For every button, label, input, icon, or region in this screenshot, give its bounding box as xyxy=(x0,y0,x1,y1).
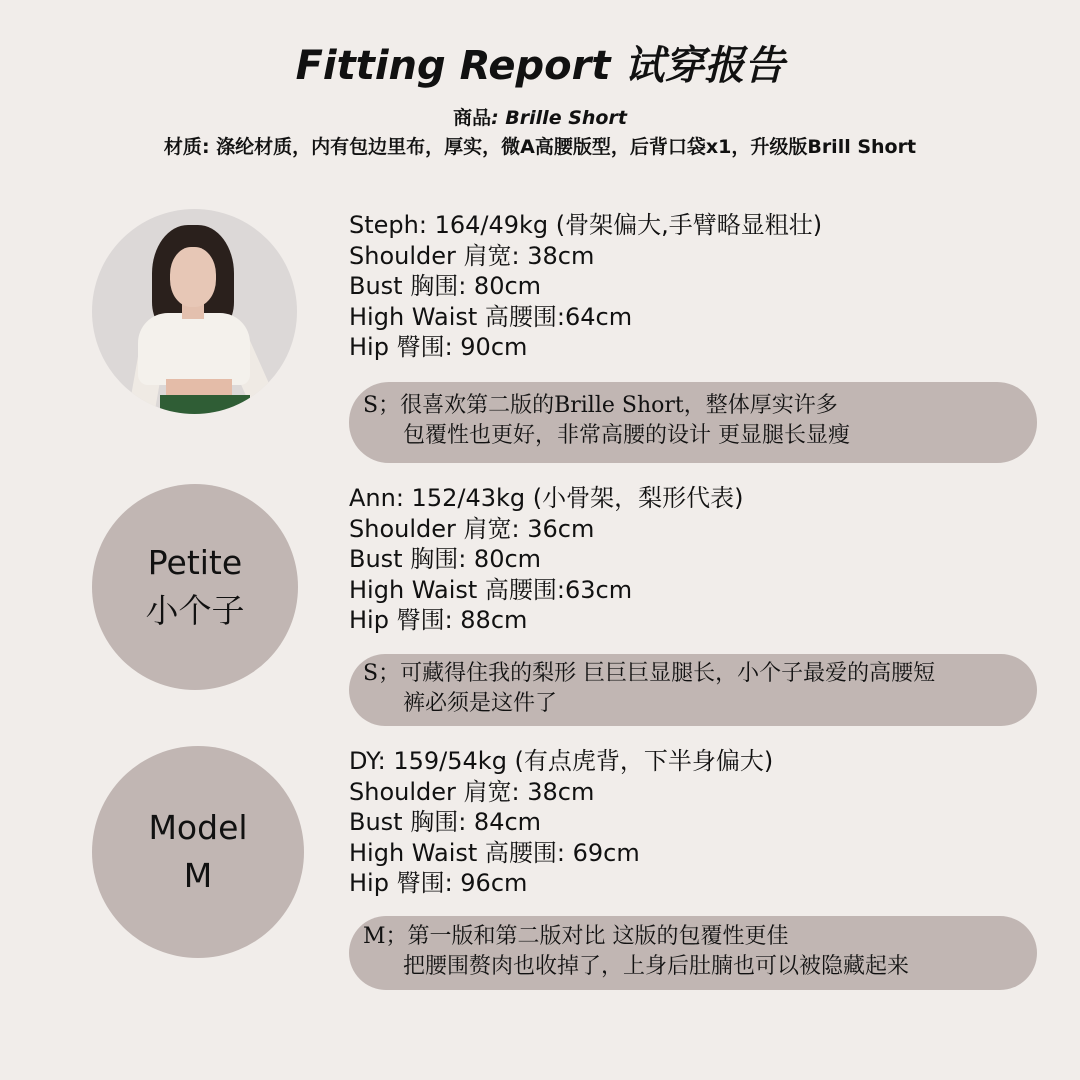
photo-face-shape xyxy=(170,247,216,307)
model-info-steph xyxy=(349,210,822,363)
comment-bubble-dy xyxy=(349,916,1037,990)
material-line xyxy=(0,133,1080,162)
high-waist-line: High Waist 高腰围:64cm xyxy=(349,302,633,331)
bust-line: Bust 胸围: 80cm xyxy=(349,545,542,573)
material-text: : 涤纶材质，内有包边里布，厚实，微A高腰版型，后背口袋x1，升级版Brill Short xyxy=(201,136,917,158)
product-name: : Brille Short xyxy=(491,107,627,129)
bust-line: Bust 胸围: 80cm xyxy=(349,272,542,300)
shoulder-line: Shoulder 肩宽: 38cm xyxy=(349,241,595,270)
model-name-line: Ann: 152/43kg (小骨架，梨形代表) xyxy=(349,484,744,512)
shoulder-line: Shoulder 肩宽: 38cm xyxy=(349,777,595,806)
comment-line-1: M；第一版和第二版对比 这版的包覆性更佳 xyxy=(363,924,789,949)
material-label: 材质 xyxy=(163,136,202,158)
comment-line-2: 裤必须是这件了 xyxy=(403,691,558,716)
petite-circle xyxy=(92,484,298,690)
photo-shorts-shape xyxy=(160,395,250,414)
comment-bubble-steph xyxy=(349,382,1037,463)
circle-label-line-2: M xyxy=(183,856,213,895)
circle-label-line-2: 小个子 xyxy=(145,591,245,630)
model-info-ann xyxy=(349,483,743,636)
model-info-dy xyxy=(349,746,773,899)
page-title: Fitting Report 试穿报告 xyxy=(295,43,785,89)
hip-line: Hip 臀围: 90cm xyxy=(349,333,528,361)
product-label: 商品 xyxy=(453,107,492,129)
model-m-circle xyxy=(92,746,304,958)
comment-line-2: 包覆性也更好，非常高腰的设计 更显腿长显瘦 xyxy=(403,423,850,448)
report-header xyxy=(0,38,1080,162)
shoulder-line: Shoulder 肩宽: 36cm xyxy=(349,514,595,543)
comment-line-1: S；很喜欢第二版的Brille Short，整体厚实许多 xyxy=(363,393,838,418)
product-line xyxy=(0,104,1080,133)
model-name-line: Steph: 164/49kg (骨架偏大,手臂略显粗壮) xyxy=(349,211,823,239)
model-name-line: DY: 159/54kg (有点虎背，下半身偏大) xyxy=(349,747,774,775)
hip-line: Hip 臀围: 96cm xyxy=(349,869,528,897)
high-waist-line: High Waist 高腰围:63cm xyxy=(349,575,633,604)
comment-line-2: 把腰围赘肉也收掉了，上身后肚腩也可以被隐藏起来 xyxy=(403,954,910,979)
bust-line: Bust 胸围: 84cm xyxy=(349,808,542,836)
photo-top-shape xyxy=(138,313,250,385)
circle-label-line-1: Model xyxy=(148,808,248,847)
model-photo-avatar xyxy=(92,209,297,414)
hip-line: Hip 臀围: 88cm xyxy=(349,606,528,634)
circle-label-line-1: Petite xyxy=(147,543,243,582)
high-waist-line: High Waist 高腰围: 69cm xyxy=(349,838,640,867)
comment-bubble-ann xyxy=(349,654,1037,726)
comment-line-1: S；可藏得住我的梨形 巨巨巨显腿长，小个子最爱的高腰短 xyxy=(363,661,936,686)
